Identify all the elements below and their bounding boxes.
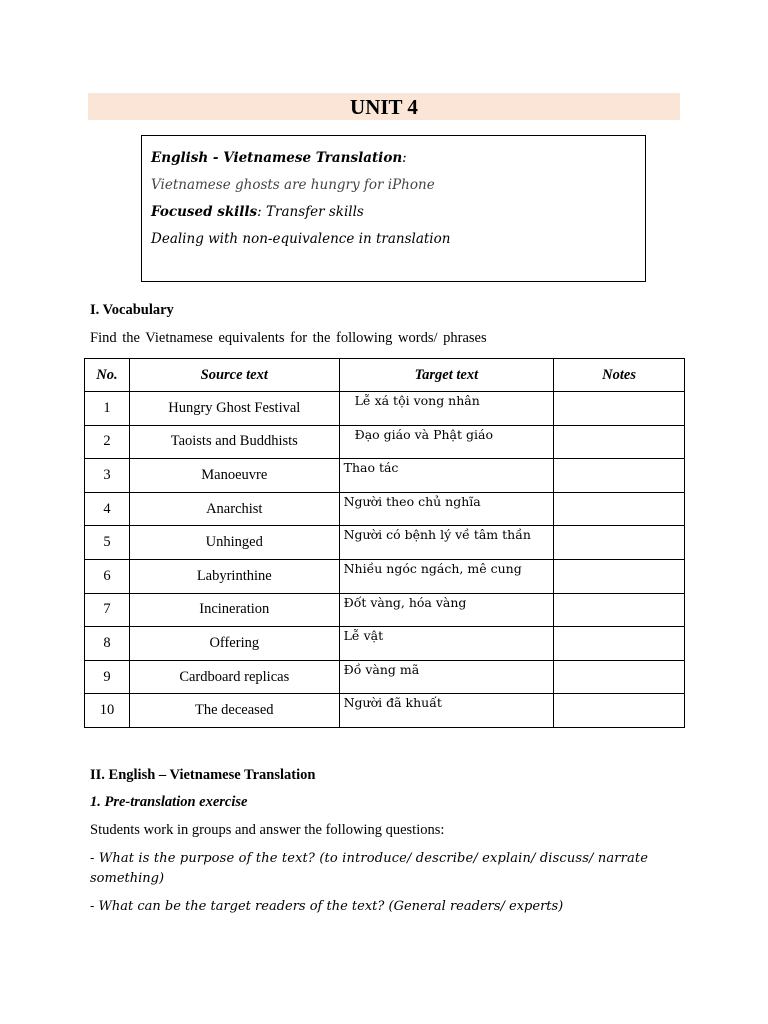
header-source: Source text (129, 359, 339, 392)
question-target-readers: - What can be the target readers of the text? (General readers/ experts) (90, 899, 564, 914)
source-term: Incineration (129, 593, 339, 627)
target-term: Đồ vàng mã (343, 661, 420, 677)
focused-skills-line (151, 204, 364, 220)
notes-cell (554, 492, 685, 526)
table-row (85, 694, 685, 728)
text-title: Vietnamese ghosts are hungry for iPhone (151, 177, 435, 193)
target-term: Người theo chủ nghĩa (343, 493, 481, 509)
table-row (85, 593, 685, 627)
vocabulary-heading: I. Vocabulary (90, 302, 174, 318)
table-row (85, 559, 685, 593)
row-number: 1 (85, 392, 130, 426)
row-number: 8 (85, 627, 130, 661)
notes-cell (554, 660, 685, 694)
target-term: Lễ vật (343, 628, 384, 644)
notes-cell (554, 559, 685, 593)
target-term: Thao tác (343, 460, 399, 476)
question-purpose-continued: something) (90, 871, 165, 886)
table-row (85, 526, 685, 560)
dealing-line: Dealing with non-equivalence in translation (151, 231, 451, 247)
notes-cell (554, 425, 685, 459)
translation-label: English - Vietnamese Translation (151, 150, 403, 166)
source-term: Anarchist (129, 492, 339, 526)
notes-cell (554, 593, 685, 627)
table-header-row (85, 359, 685, 392)
focused-skills-label: Focused skills (151, 204, 258, 220)
translation-section-heading: II. English – Vietnamese Translation (90, 767, 316, 783)
row-number: 2 (85, 425, 130, 459)
unit-title: UNIT 4 (350, 95, 418, 119)
source-term: Offering (129, 627, 339, 661)
notes-cell (554, 526, 685, 560)
target-term: Đốt vàng, hóa vàng (343, 594, 467, 610)
target-term: Đạo giáo và Phật giáo (354, 426, 493, 442)
unit-title-bar (88, 93, 680, 120)
source-term: Hungry Ghost Festival (129, 392, 339, 426)
source-term: Labyrinthine (129, 559, 339, 593)
header-target: Target text (339, 359, 554, 392)
row-number: 5 (85, 526, 130, 560)
notes-cell (554, 627, 685, 661)
pre-translation-heading: 1. Pre-translation exercise (90, 794, 248, 810)
target-term: Người đã khuất (343, 695, 442, 711)
source-term: Cardboard replicas (129, 660, 339, 694)
row-number: 3 (85, 459, 130, 493)
table-row (85, 660, 685, 694)
table-row (85, 459, 685, 493)
notes-cell (554, 392, 685, 426)
header-no: No. (85, 359, 130, 392)
target-term: Người có bệnh lý về tâm thần (343, 527, 531, 543)
notes-cell (554, 694, 685, 728)
table-row (85, 627, 685, 661)
table-row (85, 392, 685, 426)
vocabulary-instruction: Find the Vietnamese equivalents for the following words/ phrases (90, 330, 487, 346)
table-row (85, 492, 685, 526)
group-work-instruction: Students work in groups and answer the following questions: (90, 822, 445, 838)
target-term: Lễ xá tội vong nhân (354, 393, 480, 408)
source-term: Taoists and Buddhists (129, 425, 339, 459)
source-term: Manoeuvre (129, 459, 339, 493)
translation-type-line: English - Vietnamese Translation: (151, 150, 407, 166)
question-purpose: - What is the purpose of the text? (to introduce/ describe/ explain/ discuss/ narrate (90, 851, 649, 866)
lesson-info-box (141, 135, 646, 282)
notes-cell (554, 459, 685, 493)
row-number: 6 (85, 559, 130, 593)
table-row (85, 425, 685, 459)
focused-skills-value: : Transfer skills (257, 204, 364, 220)
row-number: 7 (85, 593, 130, 627)
row-number: 10 (85, 694, 130, 728)
source-term: The deceased (129, 694, 339, 728)
row-number: 9 (85, 660, 130, 694)
vocabulary-table (84, 358, 685, 728)
row-number: 4 (85, 492, 130, 526)
header-notes: Notes (554, 359, 685, 392)
source-term: Unhinged (129, 526, 339, 560)
target-term: Nhiều ngóc ngách, mê cung (343, 560, 522, 576)
